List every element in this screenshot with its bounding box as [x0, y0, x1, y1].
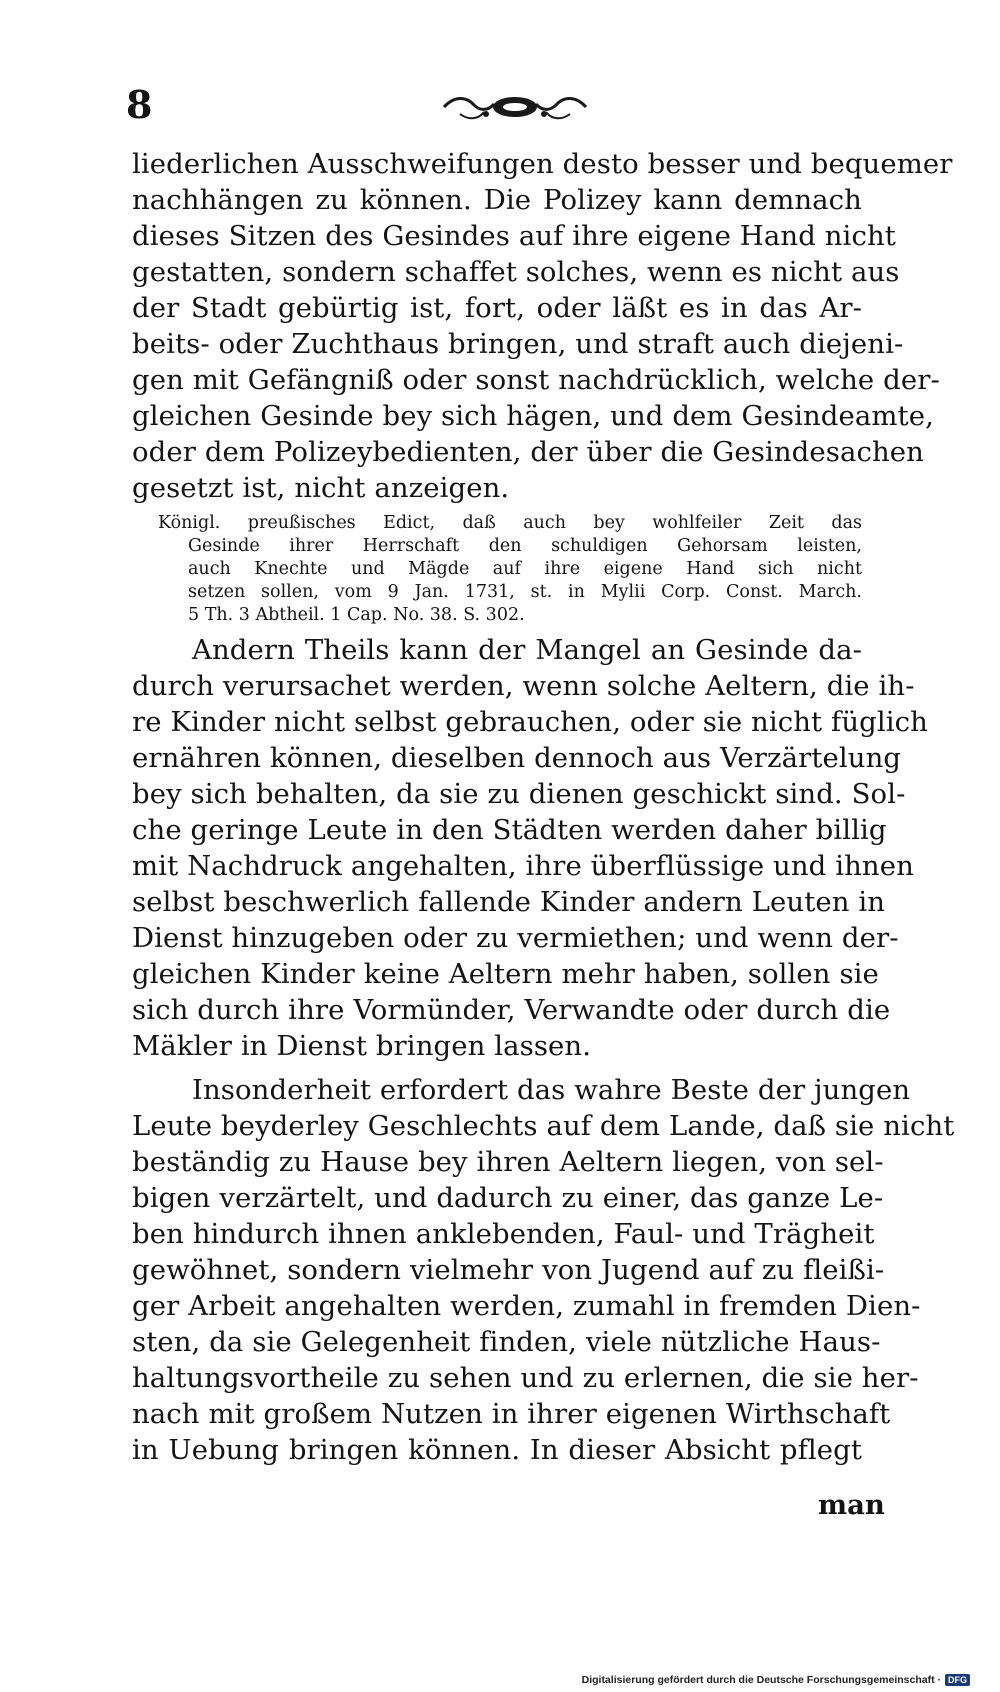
page-number: 8: [126, 82, 153, 127]
text-line: beständig zu Hause bey ihren Aeltern liegen, von sel-: [132, 1146, 884, 1178]
text-line: liederlichen Ausschweifungen desto besser und bequemer: [132, 148, 953, 180]
text-line: bigen verzärtelt, und dadurch zu einer, das ganze Le-: [132, 1182, 884, 1214]
text-line: gleichen Kinder keine Aeltern mehr haben, sollen sie: [132, 958, 879, 990]
text-line: dieses Sitzen des Gesindes auf ihre eigene Hand nicht: [132, 220, 896, 252]
text-line: nachhängen zu können. Die Polizey kann demnach: [132, 184, 862, 216]
footnote-line: 5 Th. 3 Abtheil. 1 Cap. No. 38. S. 302.: [188, 605, 525, 625]
text-line: Mäkler in Dienst bringen lassen.: [132, 1030, 592, 1062]
text-line: che geringe Leute in den Städten werden daher billig: [132, 814, 887, 846]
dfg-logo-icon: DFG: [945, 1674, 970, 1686]
ornament-icon: [440, 90, 590, 124]
text-line: in Uebung bringen können. In dieser Absicht pflegt: [132, 1434, 862, 1466]
text-line: gen mit Gefängniß oder sonst nachdrücklich, welche der-: [132, 364, 940, 396]
text-line: mit Nachdruck angehalten, ihre überflüssige und ihnen: [132, 850, 914, 882]
text-line: ben hindurch ihnen anklebenden, Faul- und Trägheit: [132, 1218, 875, 1250]
footnote-line: auch Knechte und Mägde auf ihre eigene Hand sich nicht: [188, 559, 862, 579]
catchword: man: [818, 1489, 885, 1521]
footnote-line: Königl. preußisches Edict, daß auch bey wohlfeiler Zeit das: [158, 513, 862, 533]
text-line: der Stadt gebürtig ist, fort, oder läßt es in das Ar-: [132, 292, 862, 324]
text-line: haltungsvortheile zu sehen und zu erlernen, die sie her-: [132, 1362, 919, 1394]
footnote-line: setzen sollen, vom 9 Jan. 1731, st. in Mylii Corp. Const. March.: [188, 582, 862, 602]
text-line: gewöhnet, sondern vielmehr von Jugend auf zu fleißi-: [132, 1254, 885, 1286]
text-line: re Kinder nicht selbst gebrauchen, oder sie nicht füglich: [132, 706, 928, 738]
text-line: sich durch ihre Vormünder, Verwandte oder durch die: [132, 994, 891, 1026]
text-line: oder dem Polizeybedienten, der über die Gesindesachen: [132, 436, 924, 468]
text-line: Dienst hinzugeben oder zu vermiethen; und wenn der-: [132, 922, 899, 954]
text-line: gleichen Gesinde bey sich hägen, und dem Gesindeamte,: [132, 400, 934, 432]
footnote-line: Gesinde ihrer Herrschaft den schuldigen Gehorsam leisten,: [188, 536, 862, 556]
text-line: ger Arbeit angehalten werden, zumahl in fremden Dien-: [132, 1290, 921, 1322]
credit-text: Digitalisierung gefördert durch die Deutsche Forschungsgemeinschaft ·: [581, 1674, 941, 1686]
text-line: beits- oder Zuchthaus bringen, und straft auch diejeni-: [132, 328, 904, 360]
text-line: gestatten, sondern schaffet solches, wenn es nicht aus: [132, 256, 900, 288]
text-line: ernähren können, dieselben dennoch aus Verzärtelung: [132, 742, 902, 774]
text-line: gesetzt ist, nicht anzeigen.: [132, 472, 510, 504]
text-line: sten, da sie Gelegenheit finden, viele nützliche Haus-: [132, 1326, 881, 1358]
text-line: Leute beyderley Geschlechts auf dem Lande, daß sie nicht: [132, 1110, 955, 1142]
text-line: bey sich behalten, da sie zu dienen geschickt sind. Sol-: [132, 778, 906, 810]
text-line: nach mit großem Nutzen in ihrer eigenen Wirthschaft: [132, 1398, 891, 1430]
digitization-credit: [582, 1674, 970, 1686]
text-line: Insonderheit erfordert das wahre Beste der jungen: [192, 1074, 911, 1106]
text-line: selbst beschwerlich fallende Kinder andern Leuten in: [132, 886, 886, 918]
text-line: durch verursachet werden, wenn solche Aeltern, die ih-: [132, 670, 915, 702]
text-line: Andern Theils kann der Mangel an Gesinde da-: [192, 634, 862, 666]
